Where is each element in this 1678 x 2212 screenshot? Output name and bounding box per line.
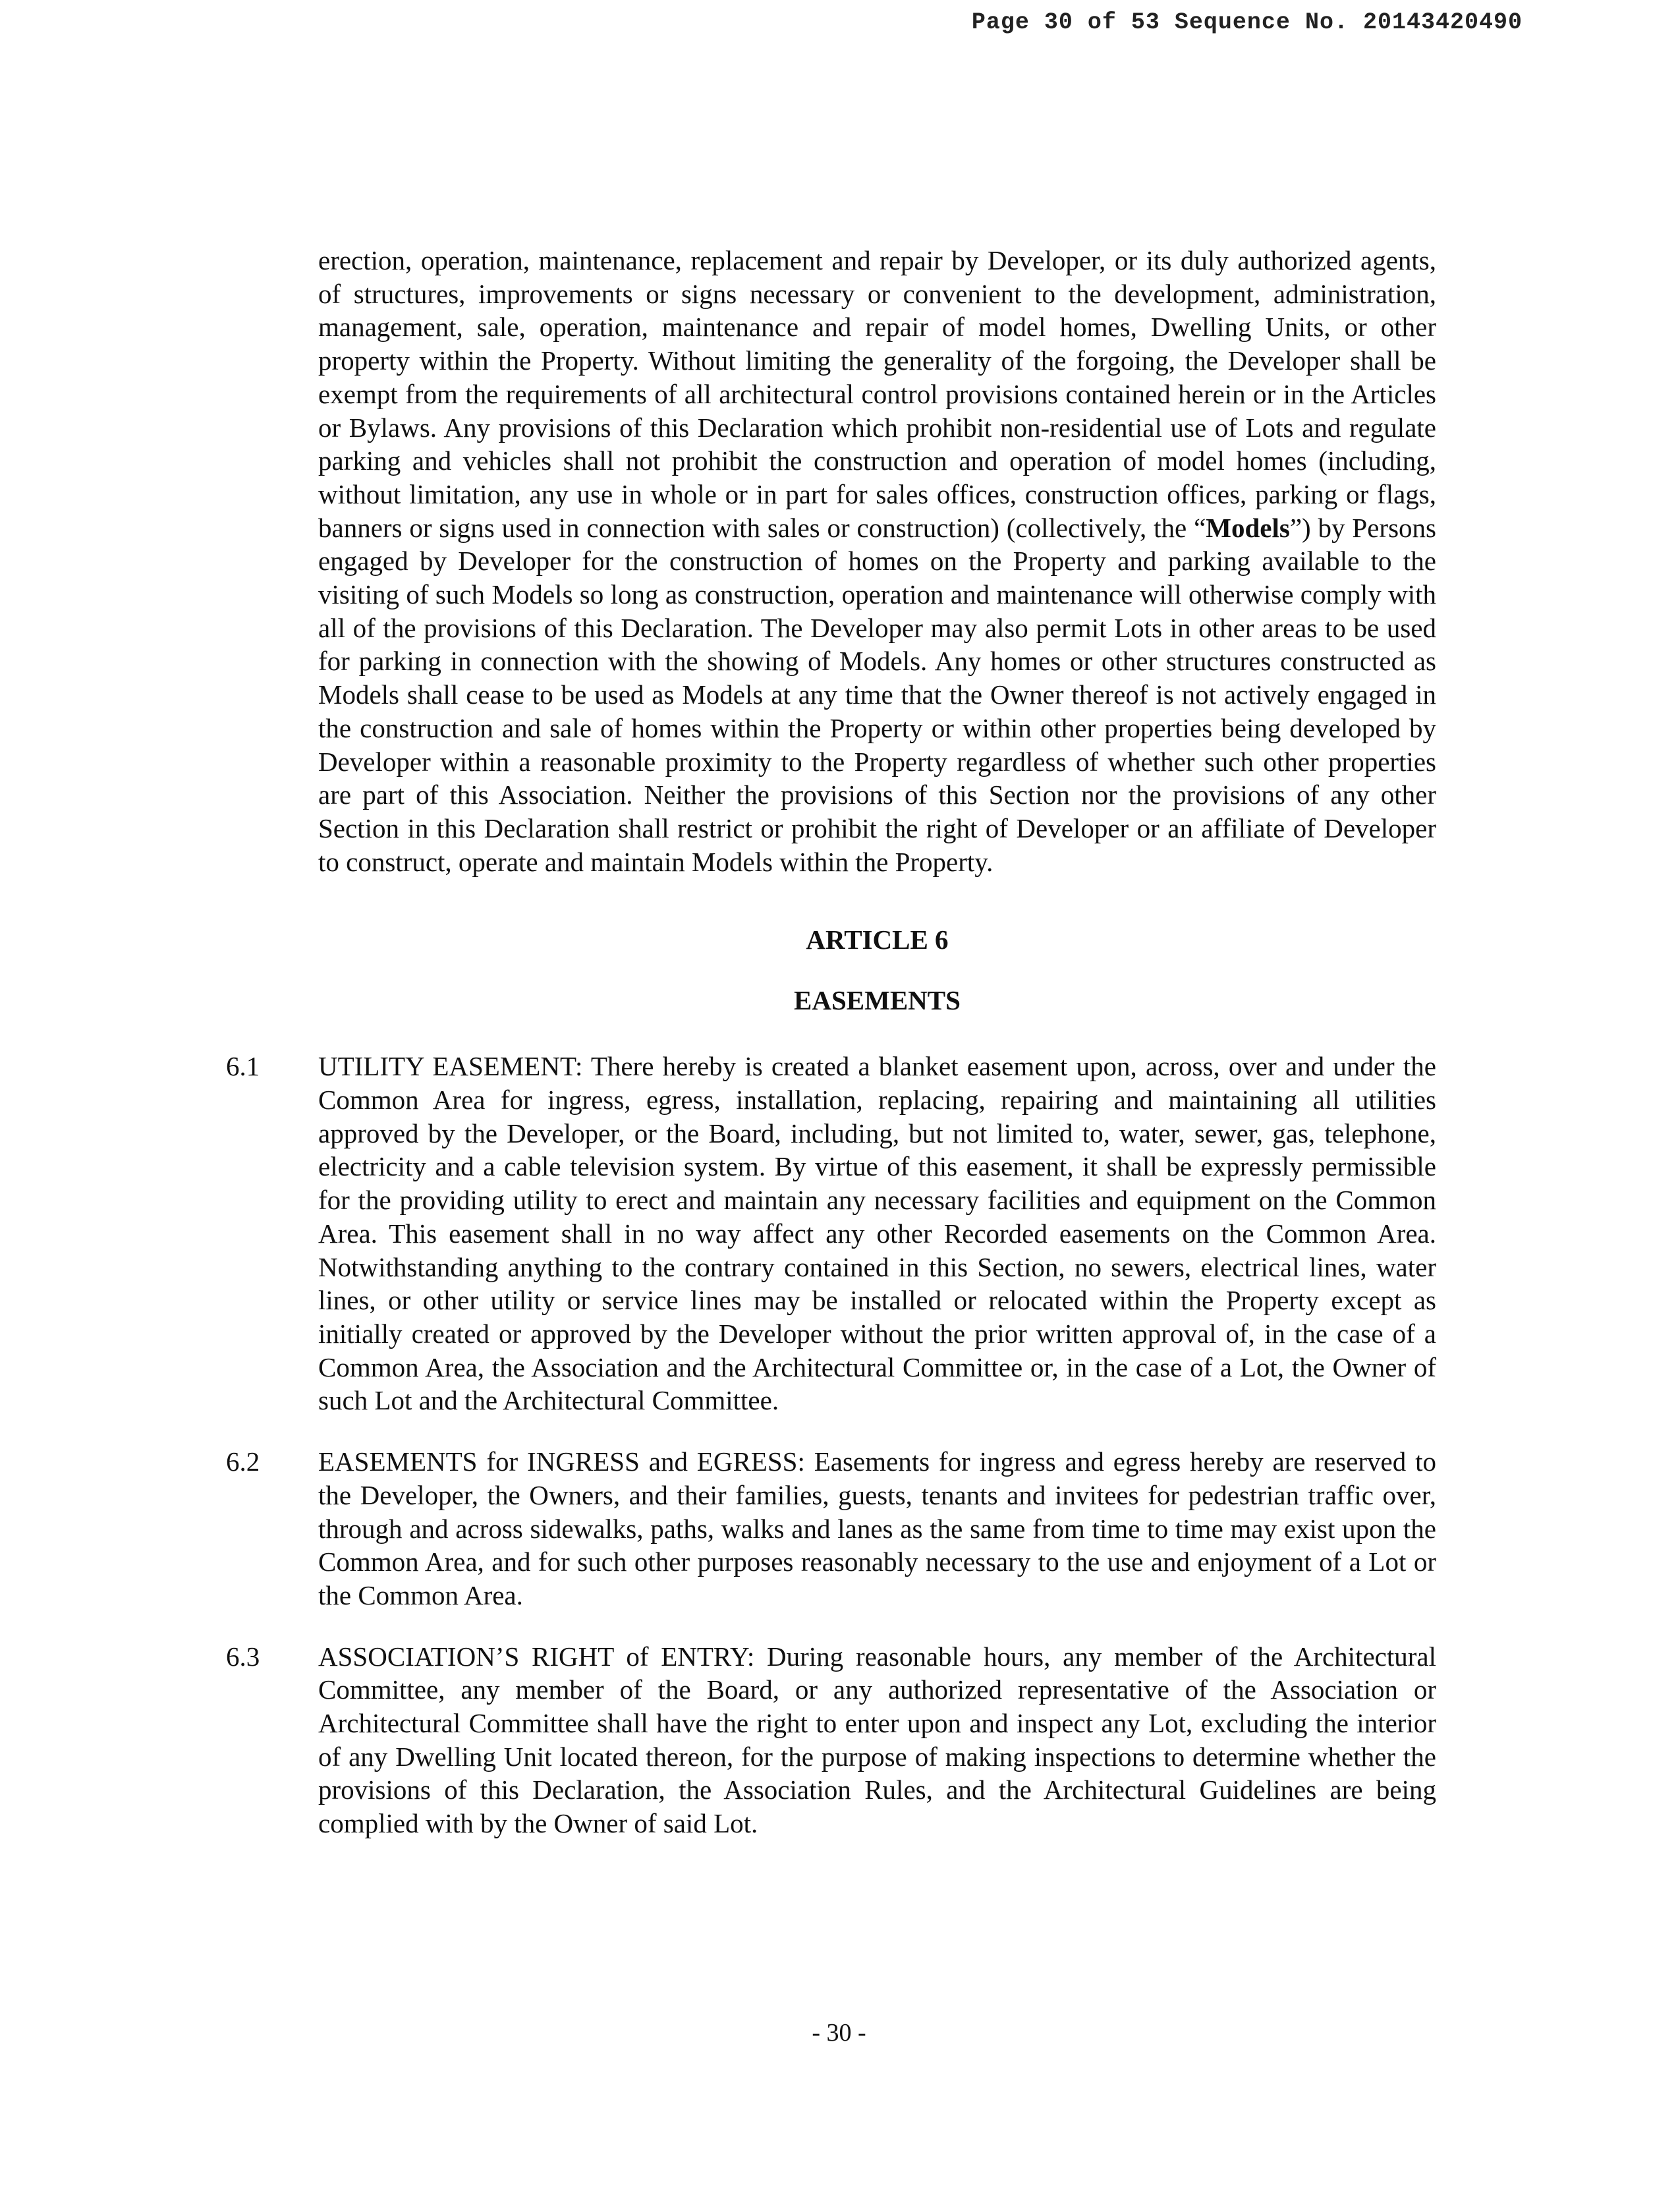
continuation-text-after: ”) by Persons engaged by Developer for the construction of homes on the Property and parking available to the visiting of such Models so long as construction, operation and maintenance will otherwise comply with all of the provisions of this Declaration. The Developer may also permit Lots in other areas to be used for parking in connection with the showing of Models. Any homes or other structures constructed as Models shall cease to be used as Models at any time that the Owner thereof is not actively engaged in the construction and sale of homes within the Property or within other properties being developed by Developer within a reasonable proximity to the Property regardless of whether such other properties are part of this Association. Neither the provisions of this Section nor the provisions of any other Section in this Declaration shall restrict or prohibit the right of Developer or an affiliate of Developer to construct, operate and maintain Models within the Property. xyxy=(318,512,1437,877)
section-text: EASEMENTS for INGRESS and EGRESS: Easements for ingress and egress hereby are reserved to the Developer, the Owners, and their families, guests, tenants and invitees for pedestrian traffic over, through and across sidewalks, paths, walks and lanes as the same from time to time may exist upon the Common Area, and for such other purposes reasonably necessary to the use and enjoyment of a Lot or the Common Area. xyxy=(318,1446,1436,1610)
section-number: 6.2 xyxy=(226,1446,260,1477)
page-sequence-stamp: Page 30 of 53 Sequence No. 20143420490 xyxy=(971,9,1523,36)
defined-term-models: Models xyxy=(1206,512,1290,543)
continuation-text-before: erection, operation, maintenance, replacement and repair by Developer, or its duly authorized agents, of structures, improvements or signs necessary or convenient to the development, administration, management, sale, operation, maintenance and repair of model homes, Dwelling Units, or other property within the Property. Without limiting the generality of the forgoing, the Developer shall be exempt from the requirements of all architectural control provisions contained herein or in the Articles or Bylaws. Any provisions of this Declaration which prohibit non-residential use of Lots and regulate parking and vehicles shall not prohibit the construction and operation of model homes (including, without limitation, any use in whole or in part for sales offices, construction offices, parking or flags, banners or signs used in connection with sales or construction) (collectively, the “ xyxy=(318,245,1436,543)
section-6-1 xyxy=(226,1050,1436,1417)
page-number-footer: - 30 - xyxy=(812,2019,866,2047)
section-6-3 xyxy=(226,1640,1436,1840)
continuation-paragraph xyxy=(318,244,1436,878)
section-text: ASSOCIATION’S RIGHT of ENTRY: During reasonable hours, any member of the Architectural Committee, any member of the Board, or any authorized representative of the Association or Architectural Committee shall have the right to enter upon and inspect any Lot, excluding the interior of any Dwelling Unit located thereon, for the purpose of making inspections to determine whether the provisions of this Declaration, the Association Rules, and the Architectural Guidelines are being complied with by the Owner of said Lot. xyxy=(318,1641,1436,1839)
section-number: 6.1 xyxy=(226,1051,260,1082)
section-text: UTILITY EASEMENT: There hereby is created a blanket easement upon, across, over and under the Common Area for ingress, egress, installation, replacing, repairing and maintaining all utilities approved by the Developer, or the Board, including, but not limited to, water, sewer, gas, telephone, electricity and a cable television system. By virtue of this easement, it shall be expressly permissible for the providing utility to erect and maintain any necessary facilities and equipment on the Common Area. This easement shall in no way affect any other Recorded easements on the Common Area. Notwithstanding anything to the contrary contained in this Section, no sewers, electrical lines, water lines, or other utility or service lines may be installed or relocated within the Property except as initially created or approved by the Developer without the prior written approval of, in the case of a Common Area, the Association and the Architectural Committee or, in the case of a Lot, the Owner of such Lot and the Architectural Committee. xyxy=(318,1051,1436,1416)
article-title-heading: EASEMENTS xyxy=(794,985,961,1016)
article-number-heading: ARTICLE 6 xyxy=(806,924,949,955)
section-6-2 xyxy=(226,1445,1436,1612)
section-number: 6.3 xyxy=(226,1641,260,1672)
document-body xyxy=(226,244,1437,1840)
